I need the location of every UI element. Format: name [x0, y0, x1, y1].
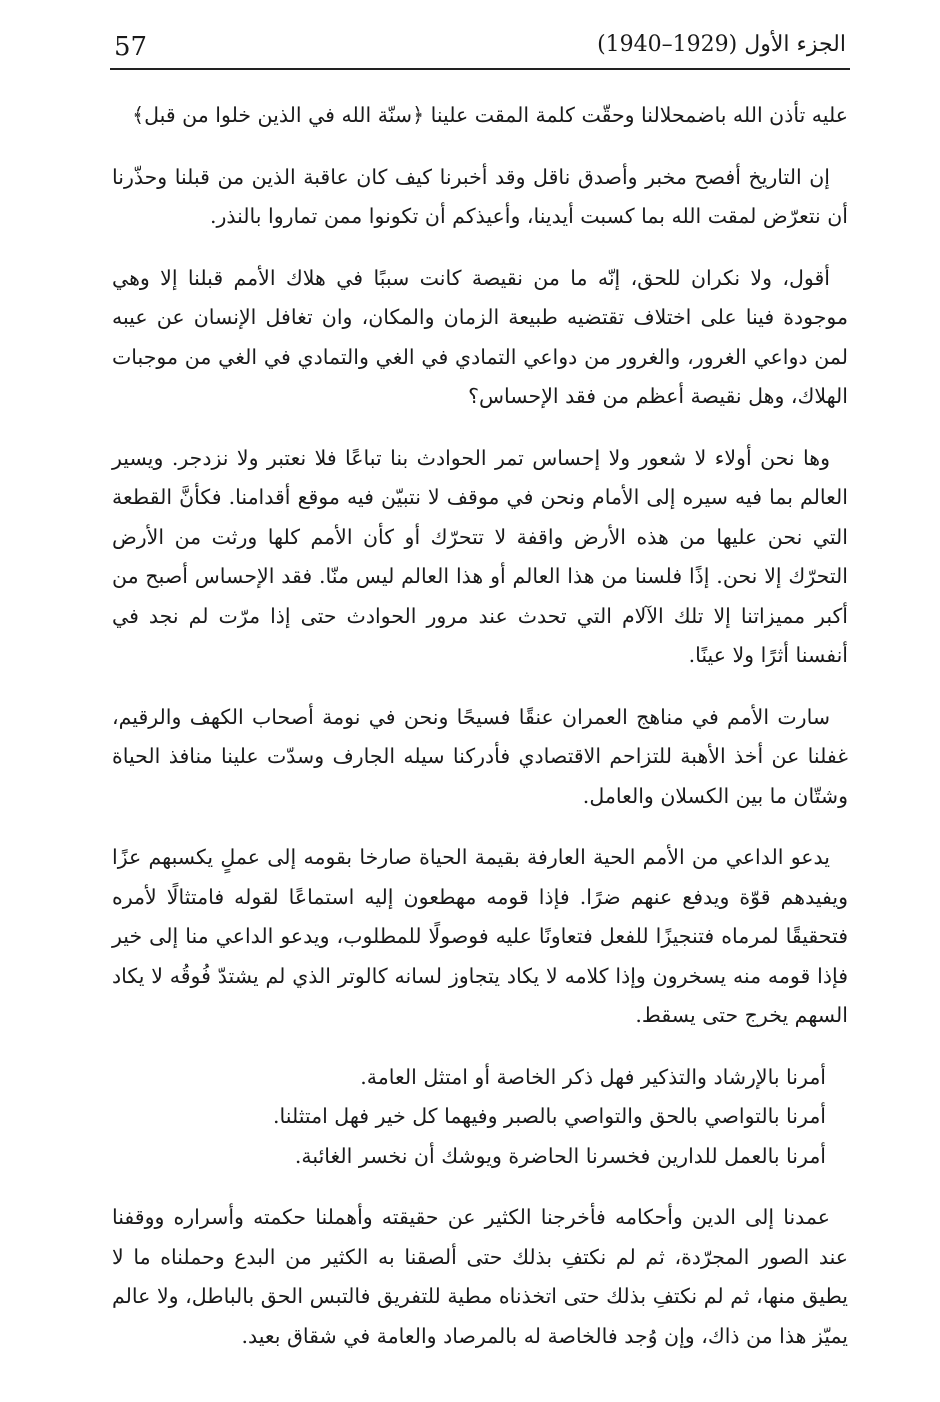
- paragraph: سارت الأمم في مناهج العمران عنقًا فسيحًا ونحن في نومة أصحاب الكهف والرقيم، غفلنا عن أخذ الأهبة للتزاحم الاقتصادي فأدركنا سيله الجارف وسدّت علينا منافذ الحياة وشتّان ما بين الكسلان والعامل.: [112, 704, 848, 808]
- verse-block: [112, 1058, 848, 1177]
- paragraph: يدعو الداعي من الأمم الحية العارفة بقيمة الحياة صارخا بقومه إلى عملٍ يكسبهم عزًا ويفيدهم قوّة ويدفع عنهم ضرًا. فإذا قومه مهطعون إليه استماعًا لقوله فامتثالًا لأمره فتحقيقًا لمرماه فتنجيزًا للفعل فتعاونًا عليه فوصولًا للمطلوب، ويدعو الداعي منا إلى خير فإذا قومه منه يسخرون وإذا كلامه لا يكاد يتجاوز لسانه كالوتر الذي لم يشتدّ فُوقُه لا يكاد السهم يخرج حتى يسقط.: [112, 845, 848, 1027]
- paragraph: إن التاريخ أفصح مخبر وأصدق ناقل وقد أخبرنا كيف كان عاقبة الذين من قبلنا وحذّرنا أن نتعرّض لمقت الله بما كسبت أيدينا، وأعيذكم أن تكونوا ممن تماروا بالنذر.: [112, 164, 848, 228]
- paragraph: عليه تأذن الله باضمحلالنا وحقّت كلمة المقت علينا ﴿سنّة الله في الذين خلوا من قبل﴾: [132, 103, 848, 127]
- verse-line: أمرنا بالعمل للدارين فخسرنا الحاضرة ويوشك أن نخسر الغائبة.: [294, 1143, 826, 1168]
- paragraph: وها نحن أولاء لا شعور ولا إحساس تمر الحوادث بنا تباعًا فلا نعتبر ولا نزدجر. ويسير العالم بما فيه سيره إلى الأمام ونحن في موقف لا نتبيّن فيه موقع أقدامنا. فكأنَّ القطعة التي نحن عليها من هذه الأرض واقفة لا تتحرّك أو كأن الأمم كلها ورثت من الأرض التحرّك إلا نحن. إذًا فلسنا من هذا العالم أو هذا العالم ليس منّا. فقد الإحساس أصبح من أكبر مميزاتنا إلا تلك الآلام التي تحدث عند مرور الحوادث حتى إذا مرّت لم نجد في أنفسنا أثرًا ولا عينًا.: [112, 445, 848, 667]
- paragraph: عمدنا إلى الدين وأحكامه فأخرجنا الكثير عن حقيقته وأهملنا حكمته وأسراره ووقفنا عند الصور المجرّدة، ثم لم نكتفِ بذلك حتى ألصقنا به الكثير من البدع وحملناه ما لا يطيق منها، ثم لم نكتفِ بذلك حتى اتخذناه مطية للتفريق فالتبس الحق بالباطل، ولا عالم يميّز هذا من ذاك، وإن وُجد فالخاصة له بالمرصاد والعامة في شقاق بعيد.: [112, 1205, 848, 1348]
- page-header: [110, 28, 850, 70]
- verse-line: أمرنا بالتواصي بالحق والتواصي بالصبر وفيهما كل خير فهل امتثلنا.: [273, 1104, 826, 1128]
- page-number: 57: [114, 32, 148, 62]
- paragraph: أقول، ولا نكران للحق، إنّه ما من نقيصة كانت سببًا في هلاك الأمم قبلنا إلا وهي موجودة فينا على اختلاف تقتضيه طبيعة الزمان والمكان، وان تغافل الإنسان عن عيبه لمن دواعي الغرور، والغرور من دواعي التمادي في الغي والتمادي في الغي من موجبات الهلاك، وهل نقيصة أعظم من فقد الإحساس؟: [112, 265, 848, 408]
- running-title: الجزء الأول (1929–1940): [597, 32, 846, 57]
- verse-line: أمرنا بالإرشاد والتذكير فهل ذكر الخاصة أو امتثل العامة.: [360, 1064, 826, 1089]
- page-body: [112, 96, 848, 1378]
